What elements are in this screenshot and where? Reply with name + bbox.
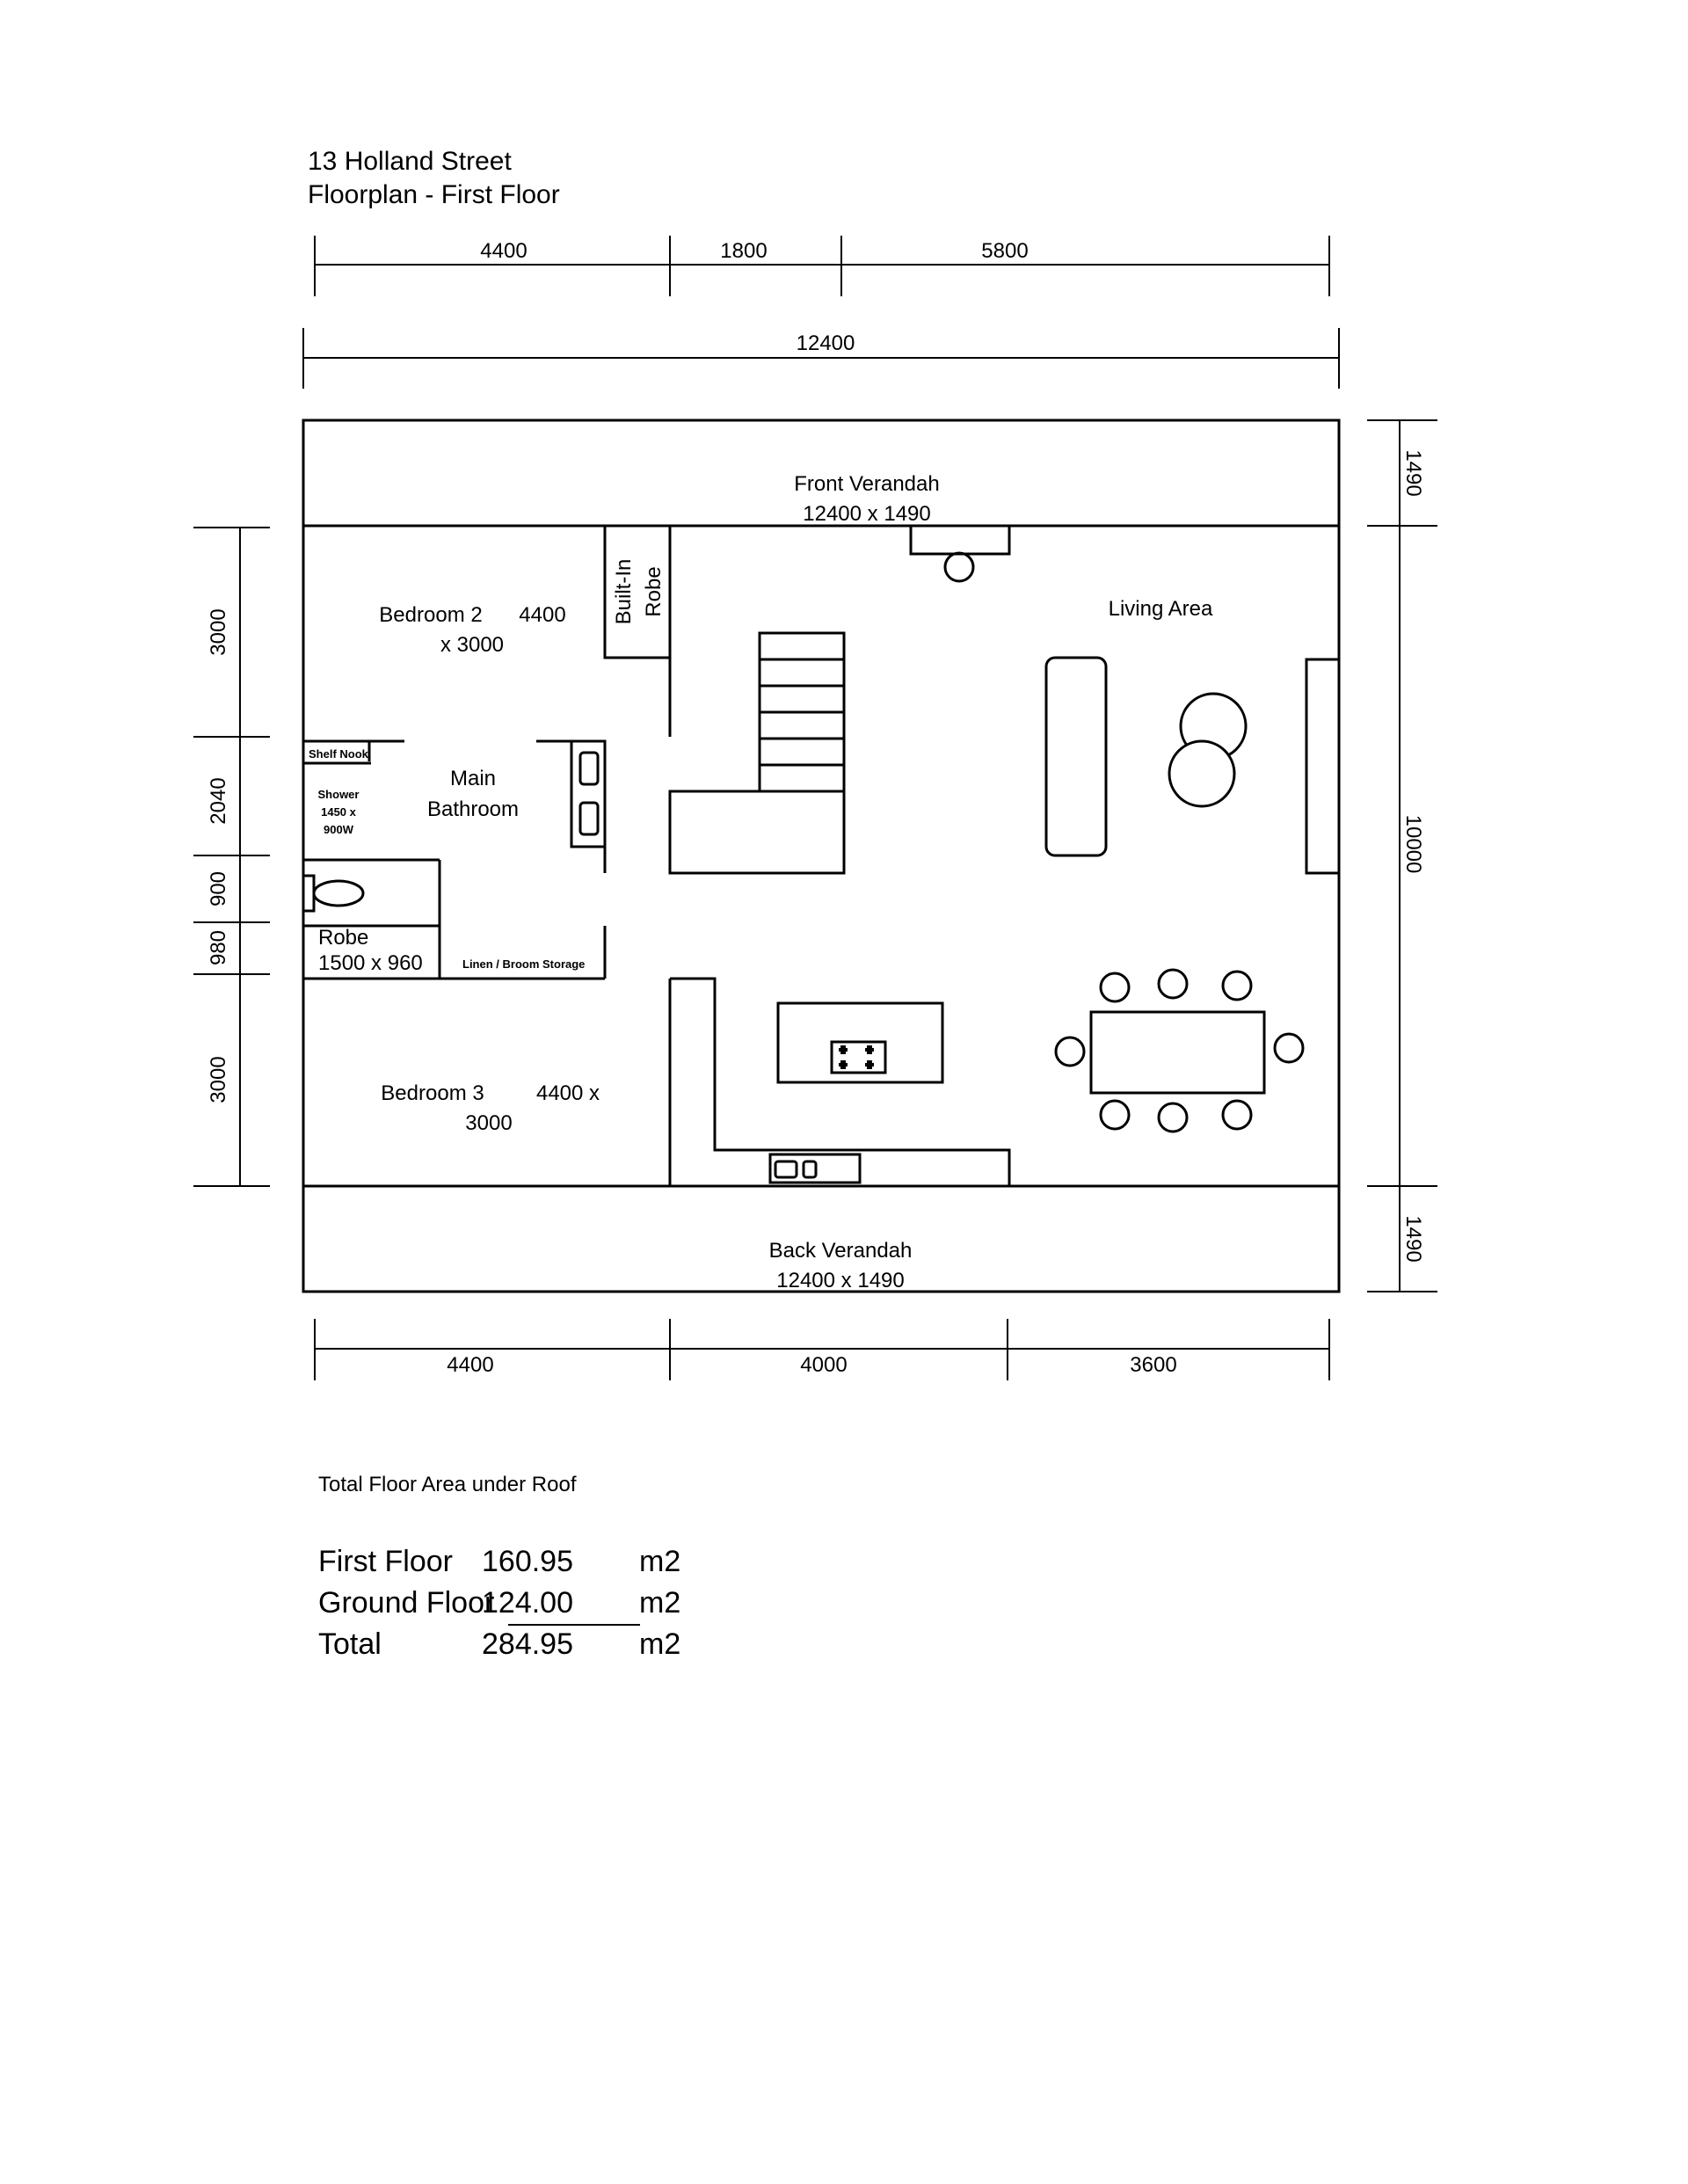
bedroom3-size: 4400 x bbox=[535, 1081, 600, 1105]
robe-size: 1500 x 960 bbox=[318, 951, 423, 975]
floor-area-unit: m2 bbox=[639, 1627, 681, 1661]
shower-size: 1450 x bbox=[321, 805, 356, 819]
vanity bbox=[571, 741, 605, 847]
floor-area-unit: m2 bbox=[639, 1586, 681, 1620]
dimension-label: 900 bbox=[207, 870, 230, 907]
floor-area-label: First Floor bbox=[318, 1545, 453, 1578]
dining-chair-icon bbox=[1101, 973, 1129, 1001]
dining-chair-icon bbox=[1159, 970, 1187, 998]
floor-area-label: Total bbox=[318, 1627, 382, 1661]
dimension-label: 4400 bbox=[447, 1353, 494, 1377]
robe-label: Robe bbox=[318, 926, 369, 950]
built-in-robe-label: Built-In bbox=[612, 558, 636, 625]
shower-size: 900W bbox=[324, 823, 353, 836]
armchair-icon bbox=[1169, 741, 1234, 806]
dining-chair-icon bbox=[1056, 1037, 1084, 1066]
dimension-label: 4400 bbox=[480, 239, 528, 263]
dimension-label: 2040 bbox=[207, 777, 230, 825]
exterior-wall bbox=[303, 420, 1339, 1292]
main-bathroom-label: Bathroom bbox=[426, 797, 520, 821]
floor-area-heading: Total Floor Area under Roof bbox=[318, 1473, 577, 1496]
sink-bowl-icon bbox=[804, 1161, 816, 1177]
main-bathroom-label: Main bbox=[449, 767, 497, 790]
dining-table bbox=[1091, 1012, 1264, 1093]
dining-chair-icon bbox=[1101, 1101, 1129, 1129]
back-verandah-size: 12400 x 1490 bbox=[776, 1269, 905, 1292]
dining-chair-icon bbox=[1159, 1103, 1187, 1132]
dimension-label: 3600 bbox=[1130, 1353, 1177, 1377]
lamp-icon bbox=[945, 553, 973, 581]
dimension-label: 4000 bbox=[800, 1353, 848, 1377]
tv-unit bbox=[911, 526, 1009, 554]
floorplan-subtitle: Floorplan - First Floor bbox=[308, 180, 560, 209]
floor-area-value: 284.95 bbox=[482, 1627, 573, 1661]
dining-chair-icon bbox=[1223, 972, 1251, 1000]
bedroom2-size: 4400 bbox=[519, 603, 566, 627]
sink-icon bbox=[580, 803, 598, 834]
back-verandah-label: Back Verandah bbox=[768, 1239, 913, 1263]
dimension-label: 12400 bbox=[796, 331, 855, 355]
bedroom3-size: 3000 bbox=[465, 1111, 513, 1135]
dimension-label: 980 bbox=[207, 929, 230, 966]
dimension-label: 10000 bbox=[1401, 814, 1425, 874]
toilet-cistern bbox=[303, 876, 314, 911]
toilet-icon bbox=[314, 881, 363, 906]
bedroom2-size: x 3000 bbox=[440, 633, 505, 657]
burner-icon bbox=[839, 1045, 874, 1069]
dimension-label: 1800 bbox=[720, 239, 768, 263]
floor-area-label: Ground Floor bbox=[318, 1586, 495, 1620]
side-cabinet bbox=[1306, 659, 1339, 873]
front-verandah-label: Front Verandah bbox=[794, 472, 940, 496]
cooktop bbox=[832, 1042, 885, 1073]
dimension-label: 3000 bbox=[207, 608, 230, 656]
staircase bbox=[670, 633, 844, 873]
left-dimension-line bbox=[193, 528, 270, 1186]
bedroom3-label: Bedroom 3 bbox=[381, 1081, 484, 1105]
address-title: 13 Holland Street bbox=[308, 147, 512, 176]
shelf-nook-label: Shelf Nook bbox=[309, 747, 368, 761]
shower-label: Shower bbox=[317, 788, 360, 801]
sink-bowl-icon bbox=[775, 1161, 797, 1177]
sofa bbox=[1046, 658, 1106, 855]
dimension-label: 1490 bbox=[1401, 449, 1425, 497]
dining-chair-icon bbox=[1275, 1034, 1303, 1062]
floor-area-value: 124.00 bbox=[482, 1586, 573, 1620]
floor-area-value: 160.95 bbox=[482, 1545, 573, 1578]
front-verandah-size: 12400 x 1490 bbox=[803, 502, 931, 526]
dining-chair-icon bbox=[1223, 1101, 1251, 1129]
linen-storage-label: Linen / Broom Storage bbox=[462, 957, 586, 971]
living-area-label: Living Area bbox=[1108, 597, 1213, 621]
dimension-label: 1490 bbox=[1401, 1215, 1425, 1263]
top-dimension-line bbox=[315, 236, 1329, 296]
built-in-robe-label: Robe bbox=[642, 566, 666, 617]
bedroom2-label: Bedroom 2 bbox=[379, 603, 483, 627]
dimension-label: 3000 bbox=[207, 1056, 230, 1103]
dimension-label: 5800 bbox=[981, 239, 1029, 263]
floor-area-unit: m2 bbox=[639, 1545, 681, 1578]
sink-icon bbox=[580, 753, 598, 784]
